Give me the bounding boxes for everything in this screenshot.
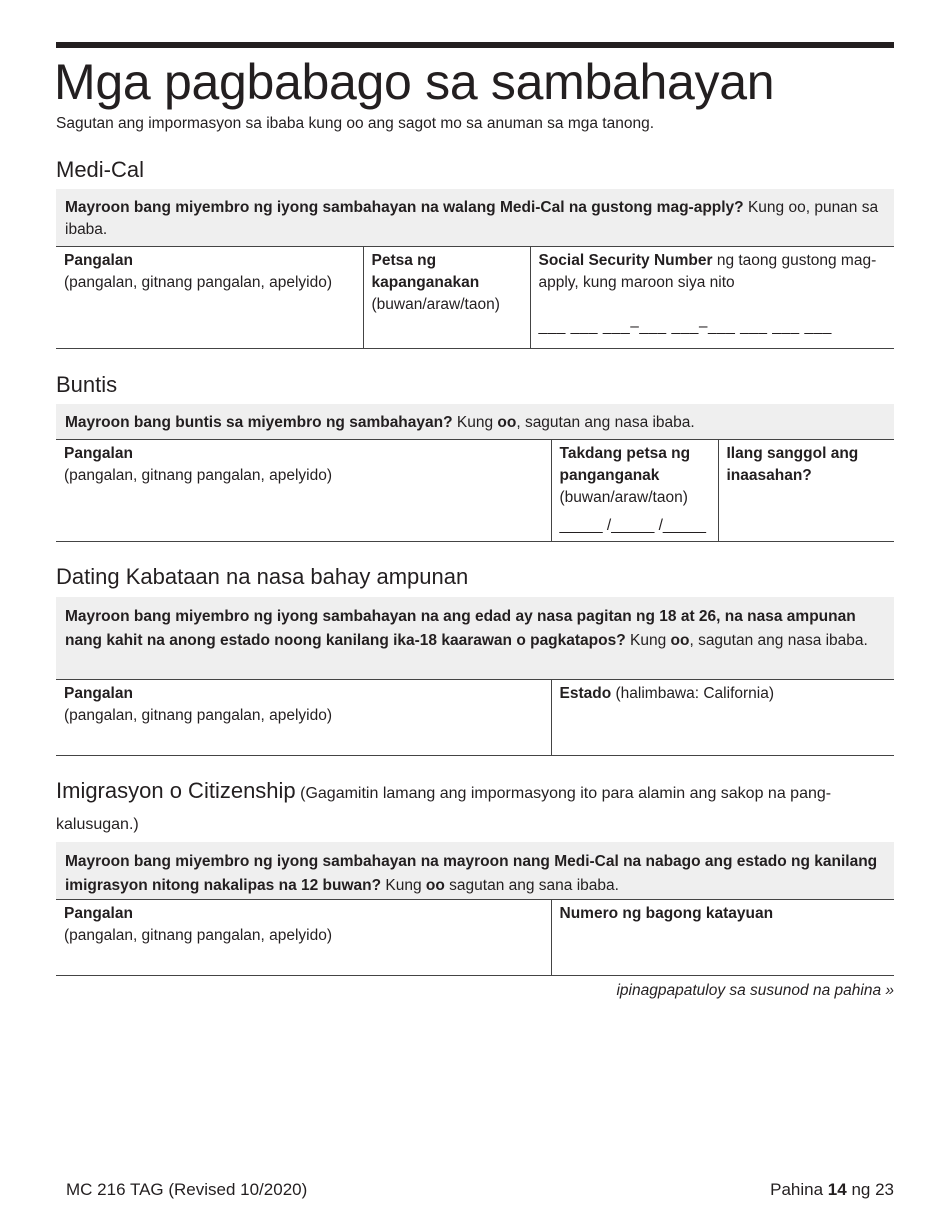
field-ssn[interactable] bbox=[530, 247, 894, 349]
field-label: Ilang sanggol ang inaasahan? bbox=[726, 445, 859, 484]
question-end: sagutan ang sana ibaba. bbox=[444, 877, 619, 894]
table-medical bbox=[56, 246, 894, 349]
field-hint: (pangalan, gitnang pangalan, apelyido) bbox=[64, 927, 333, 944]
question-end: , sagutan ang nasa ibaba. bbox=[516, 414, 695, 431]
field-hint: (pangalan, gitnang pangalan, apelyido) bbox=[64, 467, 333, 484]
question-pregnant bbox=[56, 404, 894, 439]
field-hint: ng taong gustong mag-apply, kung maroon siya nito bbox=[538, 252, 877, 291]
question-mid: Kung bbox=[452, 414, 498, 431]
page-title: Mga pagbabago sa sambahayan bbox=[54, 54, 775, 110]
section-title-medical: Medi-Cal bbox=[56, 157, 145, 182]
page-subtitle: Sagutan ang impormasyon sa ibaba kung oo ang sagot mo sa anuman sa mga tanong. bbox=[56, 115, 655, 132]
field-due-date[interactable] bbox=[551, 440, 718, 542]
question-bold: Mayroon bang miyembro ng iyong sambahayan na walang Medi-Cal na gustong mag-apply? bbox=[65, 199, 744, 216]
question-rest: Kung oo, punan sa ibaba. bbox=[65, 199, 879, 238]
section-title-foster: Dating Kabataan na nasa bahay ampunan bbox=[56, 564, 469, 589]
field-name[interactable] bbox=[56, 247, 363, 349]
question-bold: Mayroon bang buntis sa miyembro ng sambahayan? bbox=[65, 414, 453, 431]
question-immigration bbox=[56, 842, 894, 899]
section-title: Imigrasyon o Citizenship bbox=[56, 778, 296, 803]
field-label: Numero ng bagong katayuan bbox=[559, 905, 774, 922]
form-id: MC 216 TAG (Revised 10/2020) bbox=[66, 1180, 308, 1199]
ssn-blanks: ___ ___ ___–___ ___–___ ___ ___ ___ bbox=[538, 318, 832, 335]
field-hint: (pangalan, gitnang pangalan, apelyido) bbox=[64, 707, 333, 724]
field-name[interactable] bbox=[56, 900, 551, 976]
question-oo: oo bbox=[670, 632, 690, 649]
field-name[interactable] bbox=[56, 680, 551, 756]
field-name[interactable] bbox=[56, 440, 551, 542]
field-label: Pangalan bbox=[64, 905, 133, 922]
field-birthdate[interactable] bbox=[363, 247, 530, 349]
field-label: Pangalan bbox=[64, 445, 133, 462]
field-hint: (halimbawa: California) bbox=[611, 685, 774, 702]
question-end: , sagutan ang nasa ibaba. bbox=[689, 632, 868, 649]
field-babies-expected[interactable] bbox=[718, 440, 894, 542]
page-number bbox=[770, 1180, 894, 1200]
table-immigration bbox=[56, 899, 894, 976]
top-rule bbox=[56, 42, 894, 48]
field-label: Pangalan bbox=[64, 685, 133, 702]
question-foster bbox=[56, 597, 894, 679]
field-hint: (buwan/araw/taon) bbox=[371, 296, 500, 313]
field-state[interactable] bbox=[551, 680, 894, 756]
section-title-immigration bbox=[56, 775, 894, 840]
question-medical bbox=[56, 189, 894, 246]
field-hint: (pangalan, gitnang pangalan, apelyido) bbox=[64, 274, 333, 291]
field-label: Petsa ng kapanganakan bbox=[371, 252, 480, 291]
page-total: 23 bbox=[875, 1180, 894, 1199]
section-title-pregnant: Buntis bbox=[56, 372, 118, 397]
field-label: Social Security Number bbox=[538, 252, 713, 269]
field-label: Pangalan bbox=[64, 252, 133, 269]
page-current: 14 bbox=[827, 1180, 847, 1199]
continued-note: ipinagpapatuloy sa susunod na pahina » bbox=[616, 982, 894, 999]
date-blanks: _____ /_____ /_____ bbox=[559, 517, 707, 534]
section-note: (Gagamitin lamang ang impormasyong ito para alamin ang sakop na pang-kalusugan.) bbox=[56, 785, 832, 833]
question-oo: oo bbox=[497, 414, 517, 431]
question-oo: oo bbox=[425, 877, 445, 894]
field-hint: (buwan/araw/taon) bbox=[559, 489, 688, 506]
table-foster bbox=[56, 679, 894, 756]
page-prefix: Pahina bbox=[770, 1180, 828, 1199]
field-new-status-number[interactable] bbox=[551, 900, 894, 976]
table-pregnant bbox=[56, 439, 894, 542]
question-bold: Mayroon bang miyembro ng iyong sambahayan na mayroon nang Medi-Cal na nabago ang estado ng kanilang imigrasyon nitong nakalipas na 12 buwan? bbox=[65, 853, 878, 894]
page-mid: ng bbox=[846, 1180, 876, 1199]
question-mid: Kung bbox=[625, 632, 671, 649]
field-label: Takdang petsa ng panganganak bbox=[559, 445, 691, 484]
question-mid: Kung bbox=[381, 877, 426, 894]
question-bold: Mayroon bang miyembro ng iyong sambahayan na ang edad ay nasa pagitan ng 18 at 26, na nasa ampunan nang kahit na anong estado noong kanilang ika-18 kaarawan o pagkatapos? bbox=[65, 608, 856, 649]
field-label: Estado bbox=[559, 685, 612, 702]
